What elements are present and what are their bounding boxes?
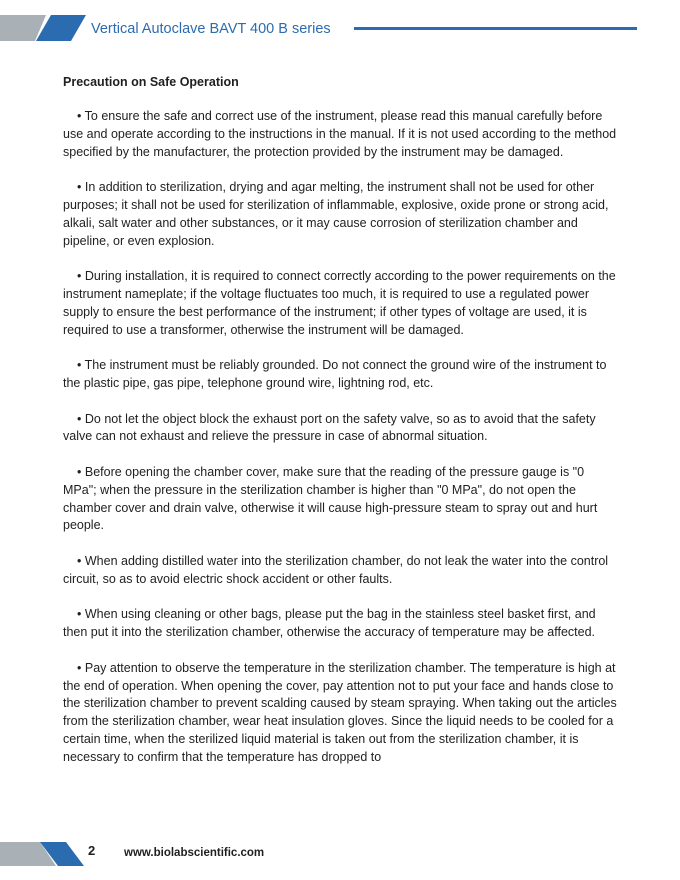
document-title: Vertical Autoclave BAVT 400 B series	[91, 21, 331, 37]
paragraph-text: Pay attention to observe the temperature in the sterilization chamber. The temperature is high at the end of operation. When opening the cover, pay attention not to put your face and hands close to the sterilization chamber to prevent scalding caused by steam spraying. When taking out the articles from the sterilization chamber, wear heat insulation gloves. Since the liquid needs to be cooled for a certain time, when the sterilized liquid material is taken out from the sterilization chamber, it is necessary to confirm that the temperature has dropped to	[63, 660, 617, 764]
bullet-glyph: •	[77, 109, 82, 123]
paragraph-text: During installation, it is required to connect correctly according to the power requirements on the instrument nameplate; if the voltage fluctuates too much, it is required to use a regulated power supply to ensure the best performance of the instrument; if other types of voltage are used, it is required to use a transformer, otherwise the instrument will be damaged.	[63, 269, 616, 337]
header-banner-graphic	[0, 0, 100, 42]
bullet-glyph: •	[77, 607, 82, 622]
bullet-glyph: •	[77, 358, 82, 373]
website-url[interactable]: www.biolabscientific.com	[124, 847, 265, 859]
bullet-glyph: •	[77, 411, 82, 426]
page-header	[0, 0, 680, 48]
list-item	[63, 464, 619, 535]
paragraph-text: Before opening the chamber cover, make sure that the reading of the pressure gauge is "0 MPa"; when the pressure in the sterilization chamber is higher than "0 MPa", do not open the chamber cover and drain valve, otherwise it will cause high-pressure steam to spray out and hurt people.	[63, 464, 598, 533]
list-item	[63, 179, 619, 250]
paragraph-text: When adding distilled water into the sterilization chamber, do not leak the water into the control circuit, so as to avoid electric shock accident or other faults.	[63, 553, 609, 586]
footer-banner-graphic	[0, 836, 100, 866]
list-item	[63, 357, 619, 393]
bullet-glyph: •	[77, 269, 82, 284]
paragraph-text: Do not let the object block the exhaust port on the safety valve, so as to avoid that the safety valve can not exhaust and relieve the pressure in case of abnormal situation.	[63, 411, 596, 444]
list-item	[63, 606, 619, 642]
bullet-glyph: •	[77, 464, 82, 479]
paragraph-text: To ensure the safe and correct use of the instrument, please read this manual carefully before use and operate according to the instructions in the manual. If it is not used according to the method specified by the manufacturer, the protection provided by the instrument may be damaged.	[63, 109, 617, 159]
paragraph-text: In addition to sterilization, drying and agar melting, the instrument shall not be used for other purposes; it shall not be used for sterilization of inflammable, explosive, oxide prone or strong acid, alkali, salt water and other substances, or it may cause corrosion of sterilization chamber and pipeline, or even explosion.	[63, 180, 609, 248]
list-item	[63, 268, 619, 339]
bullet-glyph: •	[77, 180, 82, 195]
paragraph-text: The instrument must be reliably grounded. Do not connect the ground wire of the instrument to the plastic pipe, gas pipe, telephone ground wire, lightning rod, etc.	[63, 358, 607, 390]
page-content	[63, 73, 619, 784]
bullet-glyph: •	[77, 660, 82, 675]
section-title: Precaution on Safe Operation	[63, 75, 239, 89]
page-number: 2	[88, 843, 96, 858]
list-item	[63, 411, 619, 447]
page-footer	[0, 836, 680, 880]
header-rule	[354, 27, 637, 30]
list-item	[63, 108, 619, 161]
list-item	[63, 660, 619, 767]
list-item	[63, 553, 619, 589]
paragraph-text: When using cleaning or other bags, please put the bag in the stainless steel basket first, and then put it into the sterilization chamber, otherwise the accuracy of temperature may be affected.	[63, 607, 596, 640]
bullet-glyph: •	[77, 553, 82, 568]
